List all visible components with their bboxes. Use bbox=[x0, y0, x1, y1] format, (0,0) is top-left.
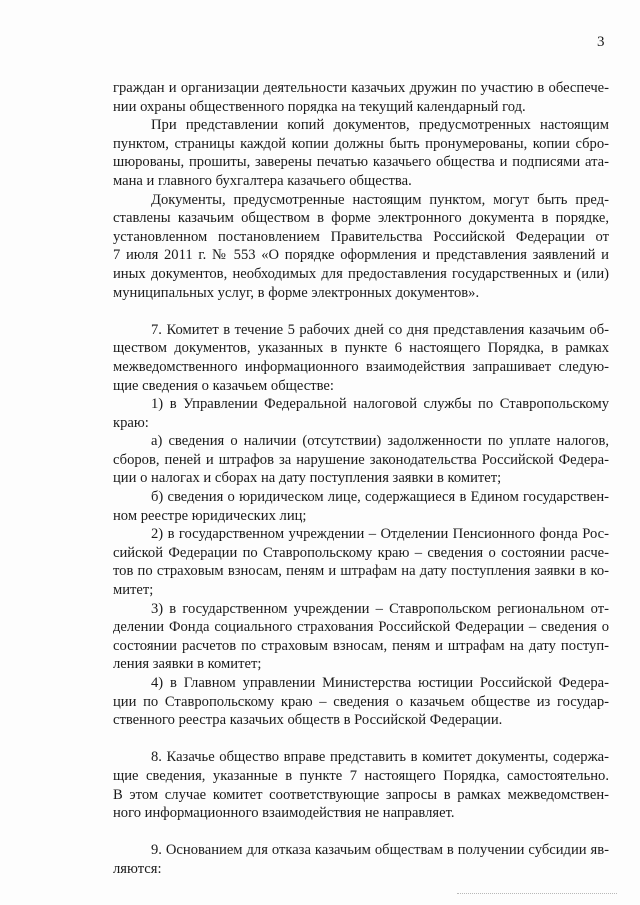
text-line: мана и главного бухгалтера казачьего общества. bbox=[113, 172, 412, 189]
text-line: ставлены казачьим обществом в форме электронного документа в порядке, bbox=[113, 210, 609, 227]
paragraph bbox=[113, 488, 609, 525]
text-line: щие сведения о казачьем обществе: bbox=[113, 377, 334, 394]
text-line: 8. Казачье общество вправе представить в комитет документы, содержа- bbox=[151, 749, 609, 766]
paragraph bbox=[113, 321, 609, 395]
text-line: При представлении копий документов, предусмотренных настоящим bbox=[151, 117, 609, 134]
text-line: муниципальных услуг, в форме электронных документов». bbox=[113, 284, 480, 301]
text-line: Документы, предусмотренные настоящим пунктом, могут быть пред- bbox=[151, 191, 609, 208]
text-line: сийской Федерации по Ставропольскому краю – сведения о состоянии расче- bbox=[113, 544, 609, 561]
text-line: делении Фонда социального страхования Российской Федерации – сведения о bbox=[113, 619, 609, 636]
text-line: ления заявки в комитет; bbox=[113, 656, 262, 673]
text-line: 2) в государственном учреждении – Отделении Пенсионного фонда Рос- bbox=[151, 526, 609, 543]
paragraph-gap bbox=[113, 730, 609, 749]
text-line: 3) в государственном учреждении – Ставропольском региональном от- bbox=[151, 600, 609, 617]
text-line: ществом документов, указанных в пункте 6 настоящего Порядка, в рамках bbox=[113, 340, 609, 357]
paragraph bbox=[113, 525, 609, 599]
text-line: краю: bbox=[113, 414, 149, 431]
text-line: иных документов, необходимых для предоставления государственных и (или) bbox=[113, 265, 609, 282]
text-line: состоянии расчетов по страховым взносам, пеням и штрафам на дату поступ- bbox=[113, 637, 609, 654]
text-line: 4) в Главном управлении Министерства юстиции Российской Федера- bbox=[151, 675, 609, 691]
text-line: сборов, пеней и штрафов за нарушение законодательства Российской Федера- bbox=[113, 451, 609, 468]
text-line: межведомственного информационного взаимодействия запрашивает следую- bbox=[113, 358, 609, 375]
text-line: ции по Ставропольскому краю – сведения о казачьем обществе из государ- bbox=[113, 693, 609, 710]
text-line: ственного реестра казачьих обществ в Российской Федерации. bbox=[113, 712, 503, 729]
paragraph bbox=[113, 395, 609, 432]
paragraph bbox=[113, 191, 609, 303]
text-line: митет; bbox=[113, 582, 154, 599]
document-body bbox=[113, 79, 609, 879]
text-line: тов по страховым взносам, пеням и штрафам на дату поступления заявки в ко- bbox=[113, 563, 609, 580]
text-line: 1) в Управлении Федеральной налоговой службы по Ставропольскому bbox=[151, 396, 609, 413]
paragraph-gap bbox=[113, 823, 609, 842]
paragraph bbox=[113, 600, 609, 674]
text-line: нии охраны общественного порядка на текущий календарный год. bbox=[113, 98, 526, 115]
text-line: ном реестре юридических лиц; bbox=[113, 507, 307, 524]
paragraph bbox=[113, 748, 609, 822]
text-line: 7. Комитет в течение 5 рабочих дней со дня представления казачьим об- bbox=[151, 321, 609, 338]
paragraph-gap bbox=[113, 302, 609, 321]
scan-artifact-line bbox=[457, 893, 617, 897]
text-line: ции о налогах и сборах на дату поступления заявки в комитет; bbox=[113, 470, 502, 487]
paragraph bbox=[113, 79, 609, 116]
text-line: ного информационного взаимодействия не направляет. bbox=[113, 805, 455, 822]
text-line: 7 июля 2011 г. № 553 «О порядке оформления и представления заявлений и bbox=[113, 247, 609, 264]
text-line: а) сведения о наличии (отсутствии) задолженности по уплате налогов, bbox=[151, 433, 609, 450]
text-line: установленном постановлением Правительства Российской Федерации от bbox=[113, 228, 609, 245]
paragraph bbox=[113, 116, 609, 190]
text-line: ляются: bbox=[113, 860, 162, 877]
text-line: В этом случае комитет соответствующие запросы в рамках межведомствен- bbox=[113, 786, 609, 803]
text-line: пунктом, страницы каждой копии должны быть пронумерованы, копии сбро- bbox=[113, 135, 609, 152]
paragraph bbox=[113, 841, 609, 878]
text-line: 9. Основанием для отказа казачьим обществам в получении субсидии яв- bbox=[151, 842, 609, 859]
page-number: 3 bbox=[597, 34, 605, 50]
text-line: щие сведения, указанные в пункте 7 настоящего Порядка, самостоятельно. bbox=[113, 767, 609, 784]
text-line: б) сведения о юридическом лице, содержащиеся в Едином государствен- bbox=[151, 489, 609, 506]
paragraph bbox=[113, 432, 609, 488]
text-line: граждан и организации деятельности казачьих дружин по участию в обеспече- bbox=[113, 80, 609, 96]
text-line: шюрованы, прошиты, заверены печатью казачьего общества и подписями ата- bbox=[113, 154, 609, 171]
paragraph bbox=[113, 674, 609, 730]
